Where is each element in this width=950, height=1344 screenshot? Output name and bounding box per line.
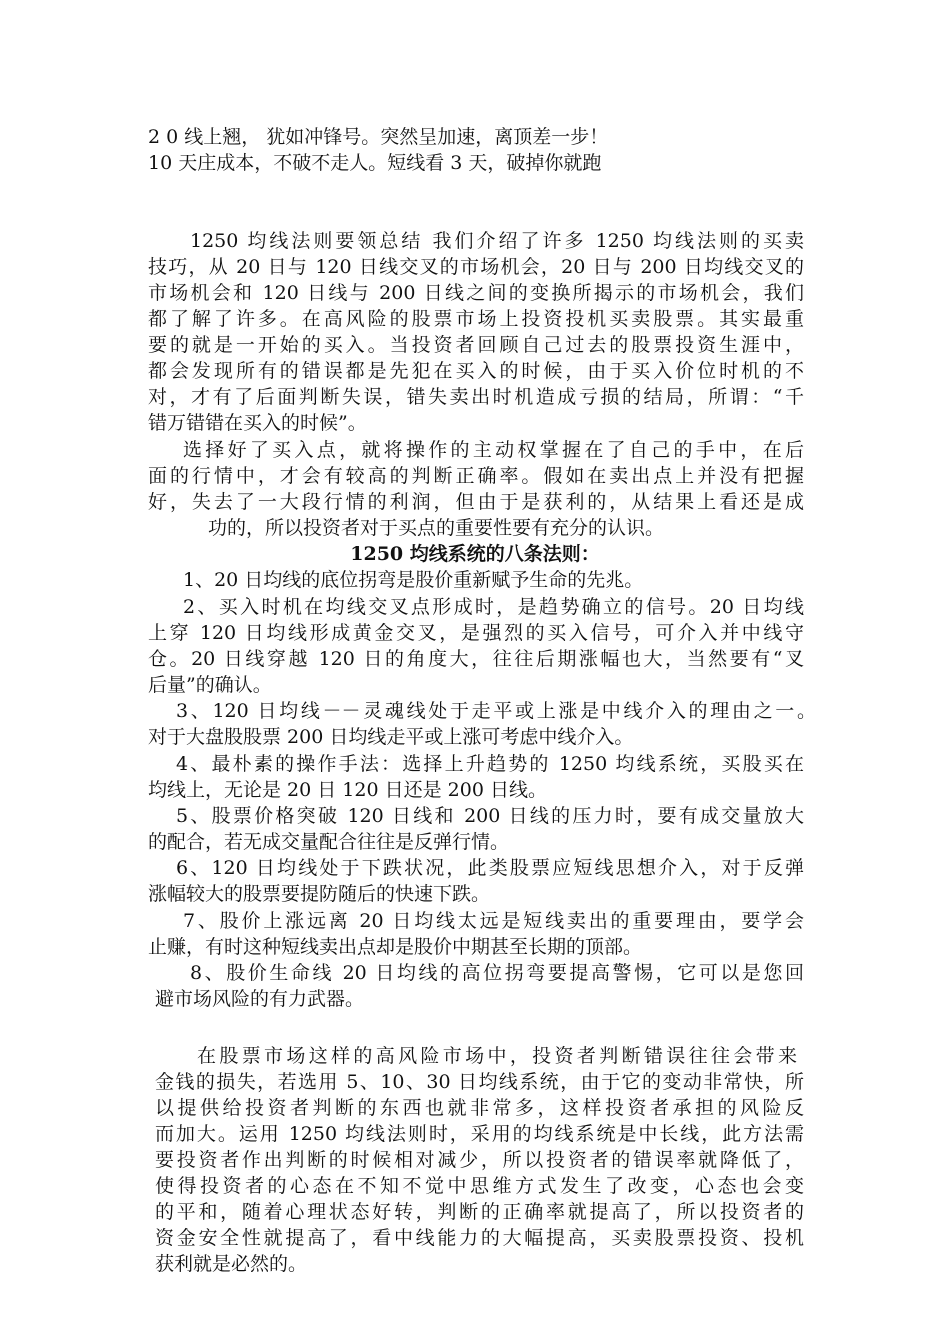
- rule-line-5: 后量”的确认。: [148, 674, 272, 696]
- closing-line-3: 以提供给投资者判断的东西也就非常多，这样投资者承担的风险反: [155, 1097, 804, 1119]
- rule-line-6: 3、120 日均线－－灵魂线处于走平或上涨是中线介入的理由之一。: [176, 700, 816, 722]
- summary-line-2: 技巧，从 20 日与 120 日线交叉的市场机会，20 日与 200 日均线交叉的: [148, 256, 804, 278]
- buy-point-line-4: 功的，所以投资者对于买点的重要性要有充分的认识。: [208, 517, 665, 539]
- rule-line-16: 8、股价生命线 20 日均线的高位拐弯要提高警惕，它可以是您回: [190, 962, 804, 984]
- closing-line-4: 而加大。运用 1250 均线法则时，采用的均线系统是中长线，此方法需: [155, 1123, 804, 1145]
- rule-line-3: 上穿 120 日均线形成黄金交叉，是强烈的买入信号，可介入并中线守: [148, 622, 804, 644]
- rule-line-12: 6、120 日均线处于下跌状况，此类股票应短线思想介入，对于反弹: [176, 857, 804, 879]
- buy-point-line-2: 面的行情中，才会有较高的判断正确率。假如在卖出点上并没有把握: [148, 465, 804, 487]
- closing-line-6: 使得投资者的心态在不知不觉中思维方式发生了改变，心态也会变: [155, 1175, 804, 1197]
- summary-line-7: 对，才有了后面判断失误，错失卖出时机造成亏损的结局，所谓：“千: [148, 386, 804, 408]
- rule-line-14: 7、股价上涨远离 20 日均线太远是短线卖出的重要理由，要学会: [183, 910, 804, 932]
- closing-line-5: 要投资者作出判断的时候相对减少，所以投资者的错误率就降低了，: [155, 1149, 804, 1171]
- closing-line-7: 的平和，随着心理状态好转，判断的正确率就提高了，所以投资者的: [155, 1201, 804, 1223]
- rule-line-1: 1、20 日均线的底位拐弯是股价重新赋予生命的先兆。: [183, 569, 644, 591]
- summary-line-5: 要的就是一开始的买入。当投资者回顾自己过去的股票投资生涯中，: [148, 334, 804, 356]
- summary-line-1: 1250 均线法则要领总结 我们介绍了许多 1250 均线法则的买卖: [190, 230, 804, 252]
- closing-line-9: 获利就是必然的。: [155, 1253, 308, 1275]
- rule-line-7: 对于大盘股股票 200 日均线走平或上涨可考虑中线介入。: [148, 726, 634, 748]
- summary-line-6: 都会发现所有的错误都是先犯在买入的时候，由于买入价位时机的不: [148, 360, 804, 382]
- rule-line-9: 均线上，无论是 20 日 120 日还是 200 日线。: [148, 779, 547, 801]
- top-line-2: 10 天庄成本，不破不走人。短线看 3 天，破掉你就跑: [148, 152, 602, 174]
- summary-line-8: 错万错错在买入的时候”。: [148, 412, 367, 434]
- closing-line-8: 资金安全性就提高了，看中线能力的大幅提高，买卖股票投资、投机: [155, 1227, 804, 1249]
- closing-line-1: 在股票市场这样的高风险市场中，投资者判断错误往往会带来: [197, 1045, 797, 1067]
- rule-line-17: 避市场风险的有力武器。: [155, 988, 365, 1010]
- rule-line-10: 5、股票价格突破 120 日线和 200 日线的压力时，要有成交量放大: [176, 805, 804, 827]
- rule-line-8: 4、最朴素的操作手法：选择上升趋势的 1250 均线系统，买股买在: [176, 753, 804, 775]
- rule-line-2: 2、买入时机在均线交叉点形成时，是趋势确立的信号。20 日均线: [183, 596, 804, 618]
- top-line-1: 2 0 线上翘， 犹如冲锋号。突然呈加速，离顶差一步！: [148, 126, 609, 148]
- rule-line-4: 仓。20 日线穿越 120 日的角度大，往往后期涨幅也大，当然要有“叉: [148, 648, 804, 670]
- closing-line-2: 金钱的损失，若选用 5、10、30 日均线系统，由于它的变动非常快，所: [155, 1071, 804, 1093]
- rule-line-13: 涨幅较大的股票要提防随后的快速下跌。: [148, 883, 491, 905]
- rule-line-11: 的配合，若无成交量配合往往是反弹行情。: [148, 831, 510, 853]
- buy-point-line-1: 选择好了买入点，就将操作的主动权掌握在了自己的手中，在后: [183, 439, 804, 461]
- rules-heading: 1250 均线系统的八条法则：: [350, 543, 600, 565]
- summary-line-4: 都了解了许多。在高风险的股票市场上投资投机买卖股票。其实最重: [148, 308, 804, 330]
- rule-line-15: 止赚，有时这种短线卖出点却是股价中期甚至长期的顶部。: [148, 936, 643, 958]
- summary-line-3: 市场机会和 120 日线与 200 日线之间的变换所揭示的市场机会，我们: [148, 282, 804, 304]
- buy-point-line-3: 好，失去了一大段行情的利润，但由于是获利的，从结果上看还是成: [148, 491, 804, 513]
